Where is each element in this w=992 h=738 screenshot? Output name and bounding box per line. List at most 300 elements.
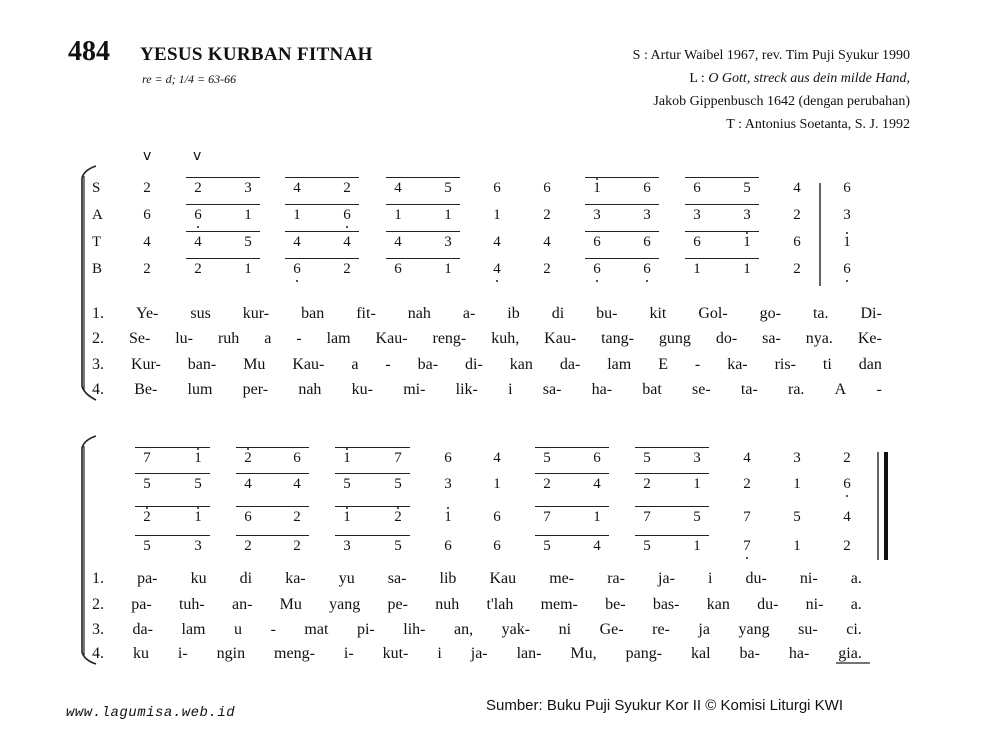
lyric-syllable: nah [298,381,322,398]
lyric-syllable: 2. [92,596,104,613]
note: 6 [593,261,601,277]
beam [186,258,260,259]
lyric-syllable: ku [132,645,149,662]
note: 5 [693,509,701,525]
lyric-line [92,330,882,348]
lyric-syllable: pi- [356,621,375,638]
lyric-line [92,570,862,588]
note: 4 [793,180,801,196]
lyric-syllable: ja- [658,570,675,587]
note: 3 [693,450,701,466]
note: 6 [194,207,202,223]
lyric-syllable: Mu, [570,645,597,662]
note: 2 [194,180,202,196]
note: 1 [444,509,452,525]
lyric-syllable: sa- [762,330,781,347]
beam [635,447,709,448]
octave-dot [746,557,748,559]
lyric-syllable: ka- [285,570,306,587]
lyric-syllable: gia. [838,645,862,662]
beam [285,177,359,178]
octave-dot [346,507,348,509]
lyric-syllable: E [658,356,668,373]
note: 6 [493,509,501,525]
note: 5 [643,450,651,466]
beam [236,506,309,507]
lyric-syllable: ni- [805,596,824,613]
note: 3 [693,207,701,223]
note: 4 [743,450,751,466]
note: 3 [244,180,252,196]
beam [535,447,609,448]
note: 1 [194,509,202,525]
note: 2 [793,261,801,277]
note: 5 [143,538,151,554]
note: 2 [143,180,151,196]
lyric-syllable: a [351,356,359,373]
lyric-syllable: tang- [601,330,634,347]
lyric-syllable: kut- [382,645,409,662]
lyric-syllable: ruh [217,330,240,347]
lyric-syllable: Mu [279,596,302,613]
lyric-syllable: i [437,645,442,662]
note: 2 [793,207,801,223]
note: 2 [843,450,851,466]
lyric-line [92,621,862,639]
lyric-syllable: ib [507,305,520,322]
lyric-syllable: sa- [387,570,407,587]
lyric-syllable: kit [649,305,667,322]
beam [585,258,659,259]
lyric-syllable: se- [692,381,711,398]
note: 4 [593,476,601,492]
lyric-syllable: ni- [799,570,818,587]
lyric-syllable: kan [509,356,533,373]
note: 1 [593,180,601,196]
lyric-syllable: ti [822,356,832,373]
note: 6 [643,261,651,277]
song-title: YESUS KURBAN FITNAH [140,44,373,65]
note: 2 [743,476,751,492]
octave-dot [746,232,748,234]
note: 6 [493,180,501,196]
lyric-syllable: ngin [216,645,246,662]
note: 5 [543,450,551,466]
note: 2 [244,538,252,554]
note: 6 [394,261,402,277]
lyric-syllable: lum [187,381,213,398]
note: 6 [444,450,452,466]
note: 2 [194,261,202,277]
note: 6 [643,180,651,196]
lyric-syllable: Ke- [857,330,882,347]
note: 4 [194,234,202,250]
note: 4 [543,234,551,250]
note: 4 [394,180,402,196]
lyric-syllable: dan [858,356,882,373]
lyric-syllable: ra. [788,381,805,398]
beam [585,231,659,232]
lyric-syllable: Kau [489,570,517,587]
octave-dot [346,226,348,228]
note: 2 [543,476,551,492]
lyric-syllable: 4. [92,381,104,398]
lyric-syllable: tuh- [178,596,205,613]
note: 2 [843,538,851,554]
lyric-syllable: ta- [740,381,758,398]
lyric-syllable: A [834,381,847,398]
lyric-syllable: ja [698,621,710,638]
lyric-syllable: an- [231,596,253,613]
lyric-syllable: yang [329,596,361,613]
note: 2 [143,509,151,525]
credit-t: T : Antonius Soetanta, S. J. 1992 [726,117,910,132]
lyric-syllable: pa- [131,596,152,613]
note: 3 [843,207,851,223]
note: 4 [143,234,151,250]
note: 6 [293,261,301,277]
note: 1 [593,509,601,525]
lyric-syllable: lan- [516,645,542,662]
lyric-syllable: meng- [274,645,315,662]
lyric-syllable: lib [439,570,457,587]
tempo-marking: re = d; 1/4 = 63-66 [142,72,237,86]
octave-dot [596,280,598,282]
credit-l [689,71,910,87]
note: 4 [593,538,601,554]
note: 1 [743,261,751,277]
lyric-syllable: - [694,356,701,373]
note: 1 [493,476,501,492]
octave-dot [596,178,598,180]
lyric-syllable: lik- [455,381,478,398]
note: 1 [394,207,402,223]
lyric-syllable: bas- [652,596,680,613]
lyric-syllable: di- [465,356,483,373]
lyric-syllable: i- [177,645,188,662]
lyric-syllable: Gol- [698,305,728,322]
lyric-syllable: re- [652,621,670,638]
octave-dot [247,448,249,450]
beam [335,535,410,536]
note: 3 [444,476,452,492]
lyric-syllable: Ge- [599,621,624,638]
lyric-syllable: du- [757,596,779,613]
lyric-syllable: du- [745,570,767,587]
beam [635,506,709,507]
voice-label: A [92,207,103,223]
credit-l-italic: O Gott, streck aus dein milde Hand, [708,71,910,86]
lyric-syllable: kuh, [491,330,520,347]
beam [236,473,309,474]
note: 6 [343,207,351,223]
beam [135,473,210,474]
note: 6 [493,538,501,554]
lyric-syllable: yang [738,621,770,638]
beam [135,535,210,536]
note: 7 [743,538,751,554]
note: 1 [244,207,252,223]
lyric-syllable: a. [850,570,862,587]
note: 5 [194,476,202,492]
note: 4 [293,180,301,196]
breath-mark-2: v [193,148,202,164]
lyric-syllable: Kau- [375,330,408,347]
credit-l-prefix: L : [689,71,709,86]
note: 6 [593,450,601,466]
beam [585,204,659,205]
note: 1 [194,450,202,466]
lyric-syllable: ha- [591,381,613,398]
note: 5 [394,538,402,554]
beam [635,535,709,536]
beam [386,177,460,178]
note: 4 [244,476,252,492]
lyric-syllable: yak- [501,621,531,638]
lyric-syllable: me- [549,570,575,587]
note: 6 [843,476,851,492]
beam [535,473,609,474]
lyric-syllable: - [296,330,302,347]
note: 3 [194,538,202,554]
lyric-syllable: nah [407,305,431,322]
lyric-syllable: mi- [403,381,426,398]
lyric-syllable: su- [798,621,818,638]
lyric-syllable: da- [559,356,581,373]
note: 3 [444,234,452,250]
note: 7 [543,509,551,525]
lyric-line [92,381,882,399]
lyric-syllable: go- [759,305,781,322]
note: 6 [693,180,701,196]
lyric-syllable: i [508,381,513,398]
beam [186,231,260,232]
lyric-syllable: ku- [351,381,373,398]
beam [285,231,359,232]
website: www.lagumisa.web.id [66,705,236,721]
octave-dot [397,507,399,509]
beam [236,535,309,536]
octave-dot [146,507,148,509]
note: 6 [793,234,801,250]
lyric-syllable: ci. [846,621,862,638]
note: 1 [843,234,851,250]
lyric-syllable: ja- [470,645,488,662]
lyric-syllable: ta. [812,305,829,322]
beam [535,506,609,507]
note: 2 [394,509,402,525]
lyric-syllable: kal [690,645,711,662]
lyric-syllable: - [270,621,276,638]
note: 1 [343,450,351,466]
note: 7 [643,509,651,525]
beam [335,473,410,474]
lyric-syllable: ka- [727,356,748,373]
note: 4 [343,234,351,250]
note: 1 [693,538,701,554]
beam [386,204,460,205]
note: 1 [743,234,751,250]
note: 5 [244,234,252,250]
note: 6 [593,234,601,250]
lyric-syllable: yu [338,570,355,587]
lyric-syllable: Kau- [292,356,325,373]
lyric-syllable: di [239,570,253,587]
note: 3 [643,207,651,223]
lyric-syllable: be- [605,596,626,613]
lyric-syllable: pa- [137,570,158,587]
note: 4 [493,261,501,277]
note: 2 [343,261,351,277]
note: 6 [843,180,851,196]
lyric-line [92,596,862,614]
note: 2 [543,207,551,223]
lyric-syllable: lam [607,356,632,373]
note: 5 [343,476,351,492]
lyric-syllable: fit- [356,305,376,322]
note: 5 [743,180,751,196]
note: 1 [693,476,701,492]
credit-l2: Jakob Gippenbusch 1642 (dengan perubahan) [653,94,910,109]
note: 6 [444,538,452,554]
note: 3 [793,450,801,466]
lyric-syllable: 2. [92,330,104,347]
lyric-syllable: Kau- [544,330,577,347]
octave-dot [197,448,199,450]
beam [285,204,359,205]
octave-dot [296,280,298,282]
source-credit: Sumber: Buku Puji Syukur Kor II © Komisi Liturgi KWI [486,697,844,714]
credit-s: S : Artur Waibel 1967, rev. Tim Puji Syukur 1990 [632,48,910,63]
lyric-syllable: lu- [175,330,194,347]
beam [386,231,460,232]
lyric-syllable: a- [462,305,476,322]
voice-label: S [92,180,101,196]
beam [685,204,759,205]
beam [186,177,260,178]
note: 4 [843,509,851,525]
lyric-syllable: 3. [92,621,104,638]
beam [685,258,759,259]
lyric-syllable: reng- [432,330,467,347]
lyric-syllable: - [876,381,882,398]
lyric-syllable: lih- [403,621,426,638]
beam [535,535,609,536]
note: 2 [244,450,252,466]
lyric-syllable: bu- [596,305,618,322]
lyric-syllable: Ye- [135,305,159,322]
beam [186,204,260,205]
note: 5 [444,180,452,196]
lyric-syllable: lam [326,330,351,347]
lyric-syllable: ba- [417,356,439,373]
note: 6 [543,180,551,196]
note: 4 [293,476,301,492]
note: 4 [493,234,501,250]
note: 2 [343,180,351,196]
lyric-syllable: i [707,570,713,587]
lyric-syllable: nya. [805,330,833,347]
note: 5 [143,476,151,492]
lyric-syllable: a. [850,596,862,613]
lyric-syllable: ban- [187,356,217,373]
note: 3 [593,207,601,223]
note: 1 [444,207,452,223]
note: 1 [444,261,452,277]
lyric-syllable: da- [132,621,153,638]
lyric-syllable: mem- [540,596,578,613]
lyric-syllable: 1. [92,570,104,587]
note: 7 [743,509,751,525]
note: 6 [843,261,851,277]
note: 1 [793,538,801,554]
note: 3 [343,538,351,554]
beam [386,258,460,259]
octave-dot [496,280,498,282]
note: 6 [293,450,301,466]
lyric-line [92,645,862,663]
octave-dot [197,507,199,509]
lyric-syllable: ris- [774,356,796,373]
lyric-line [92,305,882,323]
voice-label: T [92,234,102,250]
note: 2 [543,261,551,277]
note: 5 [793,509,801,525]
note: 1 [343,509,351,525]
lyric-syllable: Mu [243,356,266,373]
lyric-syllable: nuh [435,596,460,613]
note: 1 [493,207,501,223]
note: 6 [693,234,701,250]
lyric-syllable: pe- [387,596,408,613]
octave-dot [846,232,848,234]
lyric-syllable: kur- [242,305,270,322]
note: 1 [293,207,301,223]
lyric-syllable: Di- [860,305,882,322]
lyric-syllable: per- [242,381,269,398]
beam [635,473,709,474]
beam [285,258,359,259]
lyric-syllable: t'lah [486,596,514,613]
lyric-syllable: bat [642,381,662,398]
octave-dot [346,448,348,450]
note: 4 [293,234,301,250]
note: 6 [643,234,651,250]
note: 1 [693,261,701,277]
octave-dot [447,507,449,509]
octave-dot [646,280,648,282]
lyric-syllable: ni [558,621,572,638]
lyric-syllable: Se- [128,330,151,347]
note: 7 [143,450,151,466]
lyric-syllable: Be- [134,381,158,398]
note: 6 [143,207,151,223]
lyric-syllable: - [385,356,391,373]
lyric-syllable: kan [706,596,730,613]
note: 2 [293,509,301,525]
breath-mark-1: v [143,148,152,164]
lyric-syllable: ku [190,570,207,587]
lyric-syllable: i- [343,645,354,662]
note: 5 [643,538,651,554]
octave-dot [846,280,848,282]
note: 4 [493,450,501,466]
note: 5 [543,538,551,554]
lyric-syllable: 4. [92,645,104,662]
lyric-syllable: ha- [788,645,810,662]
lyric-syllable: sus [190,305,211,322]
note: 2 [293,538,301,554]
